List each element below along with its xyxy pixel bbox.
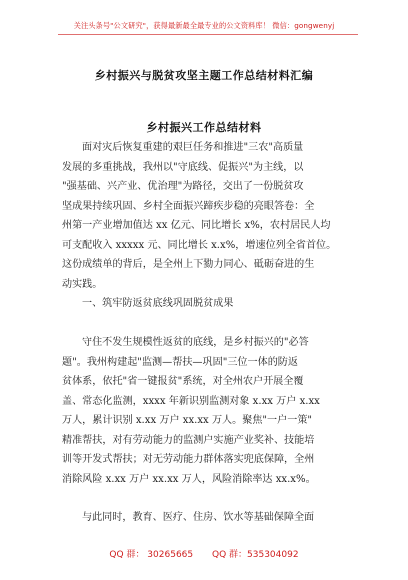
text-line: 精准帮扶，对有劳动能力的监测户实施产业奖补、技能培 (62, 434, 315, 446)
text-line: 这份成绩单的背后，是全州上下勠力同心、砥砺奋进的生 (62, 259, 315, 270)
text-line: "强基础、兴产业、优治理"为路径，交出了一份脱贫攻 (62, 181, 304, 192)
text-line: 训等开发式帮扶；对无劳动能力群体落实兜底保障，全州 (62, 454, 315, 465)
paragraph-continued (62, 508, 352, 528)
heading-section-1 (62, 294, 352, 314)
text-line: 万人，累计识别 x.xx 万户 xx.xx 万人。聚焦"一户一策" (62, 415, 313, 426)
document-title: 乡村振兴与脱贫攻坚主题工作总结材料汇编 (94, 69, 314, 82)
text-line: 可支配收入 xxxxx 元、同比增长 x.x%，增速位列全省首位。 (62, 239, 337, 251)
text-line: 坚成果持续巩固、乡村全面振兴蹄疾步稳的亮眼答卷：全 (62, 200, 315, 212)
text-line: 发展的多重挑战，我州以"守底线、促振兴"为主线，以 (62, 161, 304, 173)
section-heading: 一、筑牢防返贫底线巩固脱贫成果 (82, 298, 234, 309)
text-line: 消除风险 x.xx 万户 xx.xx 万人，风险消除率达 xx.x%。 (62, 473, 316, 485)
text-line: 州第一产业增加值达 xx 亿元、同比增长 x%，农村居民人均 (62, 220, 331, 231)
paragraph-section-1 (62, 333, 352, 489)
text-line: 贫体系，依托"省一键报贫"系统，对全州农户开展全覆 (62, 376, 304, 387)
text-line: 题"。我州构建起"监测—帮扶—巩固"三位一体的防返 (62, 356, 298, 368)
section-title: 乡村振兴工作总结材料 (146, 121, 262, 134)
text-line: 盖、常态化监测，xxxx 年新识别监测对象 x.xx 万户 x.xx (62, 395, 320, 407)
paragraph-intro (62, 138, 352, 294)
footer-contact (0, 547, 408, 560)
text-line: 守住不发生规模性返贫的底线，是乡村振兴的"必答 (82, 337, 309, 348)
text-line: 动实践。 (62, 278, 103, 290)
text-line: 面对灾后恢复重建的艰巨任务和推进"三农"高质量 (82, 142, 304, 153)
header-divider (58, 34, 358, 35)
footer-qq-group-2: QQ 群：535304092 (212, 550, 299, 560)
header-promo-note: 关注头条号"公文研究"，获得最新最全最专业的公文资料库！ 微信：gongwenyj (73, 21, 335, 30)
footer-qq-group-1: QQ 群： 30265665 (109, 550, 194, 560)
text-line: 与此同时，教育、医疗、住房、饮水等基础保障全面 (82, 512, 315, 523)
